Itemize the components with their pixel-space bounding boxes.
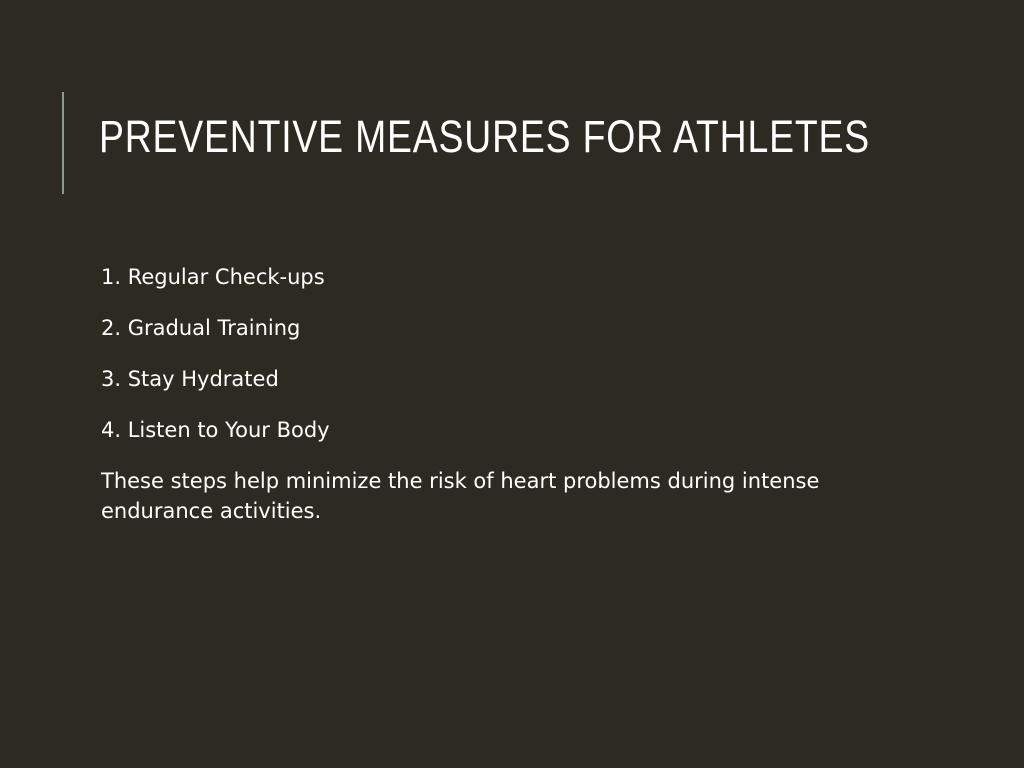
summary-text: These steps help minimize the risk of heart problems during intense endurance activities.	[101, 469, 820, 523]
measure-gradual-training: 2. Gradual Training	[101, 316, 301, 340]
measure-listen-to-body: 4. Listen to Your Body	[101, 418, 330, 442]
measure-stay-hydrated: 3. Stay Hydrated	[101, 367, 279, 391]
slide-title: PREVENTIVE MEASURES FOR ATHLETES	[99, 111, 870, 162]
measure-regular-check-ups: 1. Regular Check-ups	[101, 265, 325, 289]
title-accent-line	[62, 92, 64, 194]
slide-content	[101, 262, 881, 526]
